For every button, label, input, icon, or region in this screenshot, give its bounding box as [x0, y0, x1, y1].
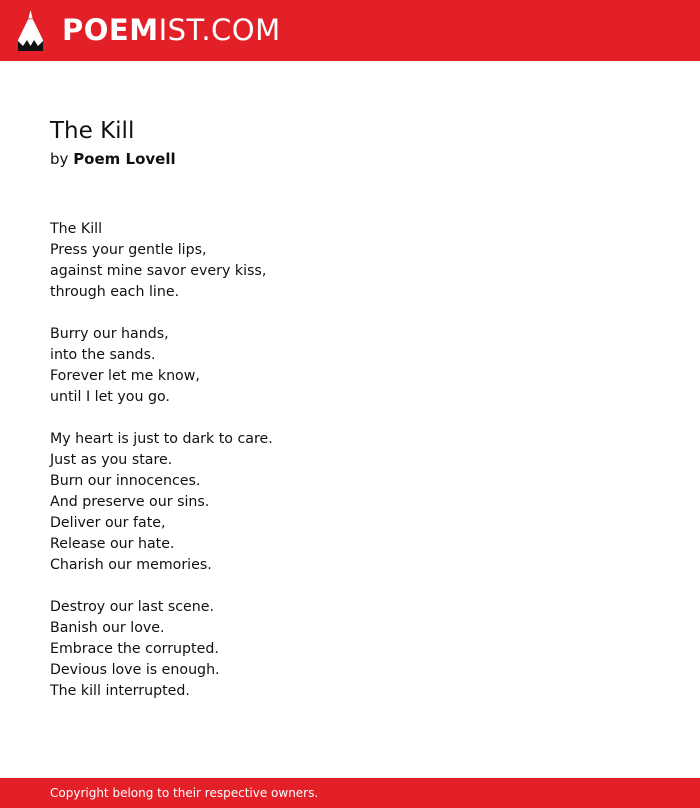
poem-line: Devious love is enough.: [50, 662, 220, 678]
poem-line: through each line.: [50, 284, 180, 300]
copyright-text: Copyright belong to their respective owners.: [50, 786, 319, 800]
poem-line: Destroy our last scene.: [50, 599, 214, 615]
by-label: by: [50, 150, 69, 168]
poem-author[interactable]: Poem Lovell: [73, 150, 176, 168]
pencil-icon: [18, 10, 43, 51]
poem-line: into the sands.: [50, 347, 156, 363]
poem-body: [50, 219, 650, 702]
poem-line: And preserve our sins.: [50, 494, 210, 510]
poem-line: The Kill: [50, 221, 103, 237]
poem-line: Just as you stare.: [50, 452, 173, 468]
poem-line: My heart is just to dark to care.: [50, 431, 273, 447]
site-logo[interactable]: [62, 12, 281, 48]
logo-bold-text: POEM: [62, 13, 159, 47]
stanza-break: [50, 408, 650, 429]
poem-line: until I let you go.: [50, 389, 170, 405]
poem-line: Embrace the corrupted.: [50, 641, 219, 657]
poem-line: Release our hate.: [50, 536, 175, 552]
poem-byline: [50, 149, 176, 169]
poem-line: Burn our innocences.: [50, 473, 201, 489]
site-header: [0, 0, 700, 61]
poem-line: Banish our love.: [50, 620, 165, 636]
site-footer: [0, 778, 700, 808]
poem-line: against mine savor every kiss,: [50, 263, 267, 279]
poem-line: Charish our memories.: [50, 557, 212, 573]
poem-line: Burry our hands,: [50, 326, 169, 342]
poem-line: Deliver our fate,: [50, 515, 166, 531]
poem-title: The Kill: [50, 118, 135, 144]
poem-line: The kill interrupted.: [50, 683, 190, 699]
poem-line: Press your gentle lips,: [50, 242, 207, 258]
stanza-break: [50, 303, 650, 324]
poem-line: Forever let me know,: [50, 368, 200, 384]
logo-light-text: IST.COM: [158, 13, 281, 47]
stanza-break: [50, 576, 650, 597]
